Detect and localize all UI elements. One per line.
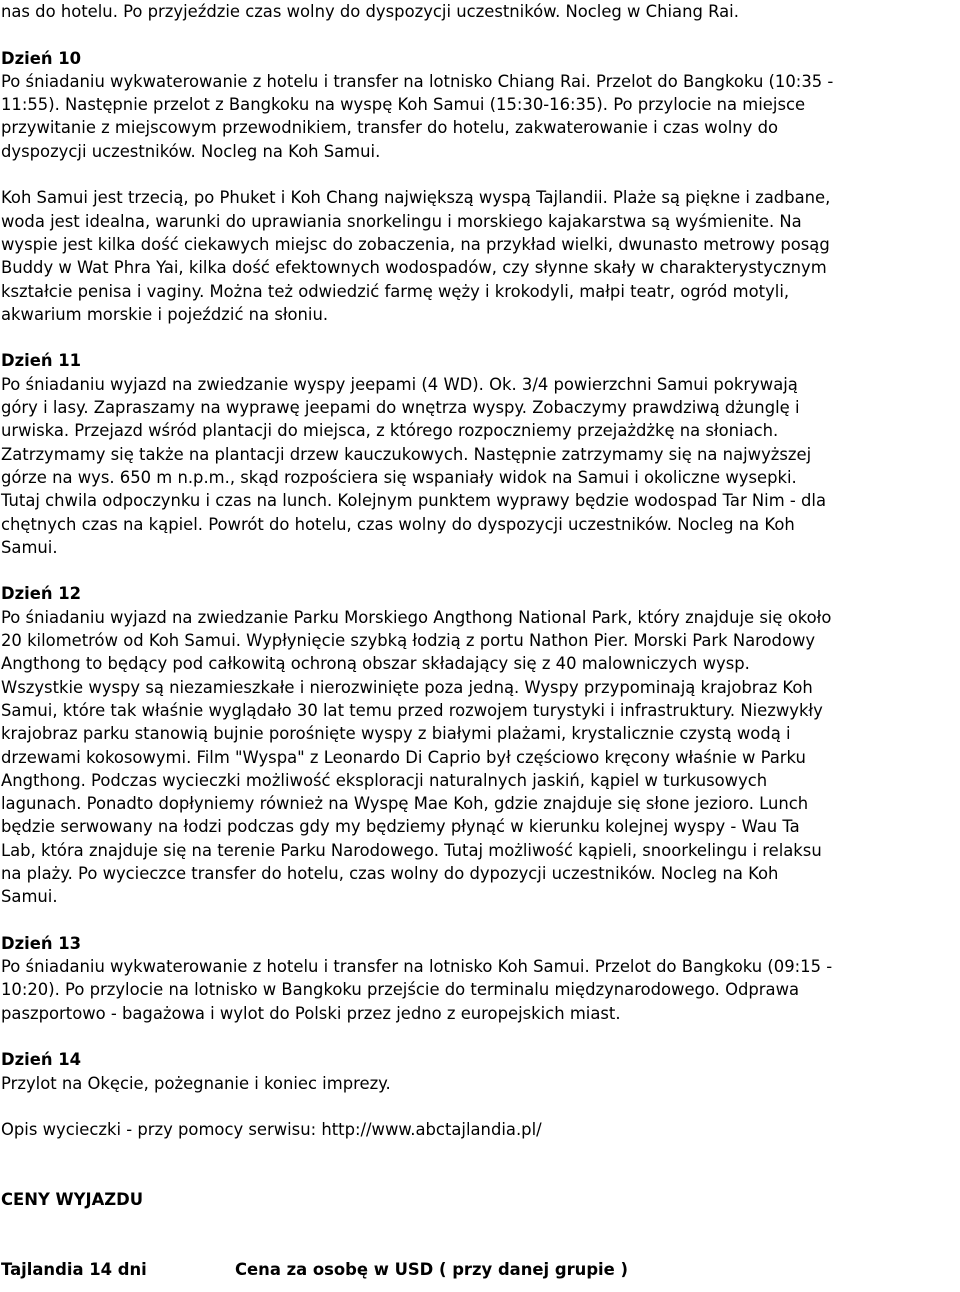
spacer (1, 559, 957, 582)
price-col-price: Cena za osobę w USD ( przy danej grupie ) (235, 1260, 628, 1280)
spacer (1, 1165, 957, 1188)
spacer (1, 909, 957, 932)
day-paragraph: Po śniadaniu wyjazd na zwiedzanie wyspy jeepami (4 WD). Ok. 3/4 powierzchni Samui pokrywają góry i lasy. Zapraszamy na wyprawę jeepami do wnętrza wyspy. Zobaczymy prawdziwą dżunglę i urwiska. Przejazd wśród plantacji do miejsca, z którego rozpoczniemy przejażdżkę na słoniach. Zatrzymamy się także na plantacji drzew kauczukowych. Następnie zatrzymamy się na najwyższej górze na wys. 650 m n.p.m., skąd rozpościera się wspaniały widok na Samui i okoliczne wysepki. Tutaj chwila odpoczynku i czas na lunch. Kolejnym punktem wyprawy będzie wodospad Tar Nim - dla chętnych czas na kąpiel. Powrót do hotelu, czas wolny do dyspozycji uczestników. Nocleg na Koh Samui. (1, 374, 827, 557)
day-paragraph: Po śniadaniu wyjazd na zwiedzanie Parku Morskiego Angthong National Park, który znajduje się około 20 kilometrów od Koh Samui. Wypłynięcie szybką łodzią z portu Nathon Pier. Morski Park Narodowy Angthong to będący pod całkowitą ochroną obszar składający się z 40 malowniczych wysp. Wszystkie wyspy są niezamieszkałe i nierozwinięte poza jedną. Wyspy przypominają krajobraz Koh Samui, które tak właśnie wyglądało 30 lat temu przed rozwojem turystyki i infrastruktury. Niezwykły krajobraz parku stanowią bujnie porośnięte wyspy z białymi plażami, krystalicznie czystą wodą i drzewami kokosowymi. Film "Wyspa" z Leonardo Di Caprio był częściowo kręcony właśnie w Parku Angthong. Podczas wycieczki możliwość eksploracji naturalnych jaskiń, kąpiel w turkusowych lagunach. Ponadto dopłyniemy również na Wyspę Mae Koh, gdzie znajduje się słone jezioro. Lunch będzie serwowany na łodzi podczas gdy my będziemy płynąć w kierunku kolejnej wyspy - Wau Ta Lab, która znajduje się na terenie Parku Narodowego. Tutaj możliwość kąpieli, snoorkelingu i relaksu na plaży. Po wycieczce transfer do hotelu, czas wolny do dypozycji uczestników. Nocleg na Koh Samui. (1, 607, 832, 907)
day-heading: Dzień 10 (1, 48, 82, 68)
spacer (1, 1025, 957, 1048)
day-heading: Dzień 14 (1, 1050, 82, 1070)
price-table-header (1, 1258, 957, 1281)
spacer (1, 326, 957, 349)
prices-title: CENY WYJAZDU (1, 1190, 144, 1210)
day-paragraph: Przylot na Okęcie, pożegnanie i koniec imprezy. (1, 1073, 391, 1093)
day-paragraph: Po śniadaniu wykwaterowanie z hotelu i transfer na lotnisko Chiang Rai. Przelot do Bangkoku (10:35 - 11:55). Następnie przelot z Bangkoku na wyspę Koh Samui (15:30-16:35). Po przylocie na miejsce przywitanie z miejscowym przewodnikiem, transfer do hotelu, zakwaterowanie i czas wolny do dyspozycji uczestników. Nocleg na Koh Samui. (1, 71, 834, 161)
day-paragraph: Po śniadaniu wykwaterowanie z hotelu i transfer na lotnisko Koh Samui. Przelot do Bangkoku (09:15 - 10:20). Po przylocie na lotnisko w Bangkoku przejście do terminalu międzynarodowego. Odprawa paszportowo - bagażowa i wylot do Polski przez jedno z europejskich miast. (1, 957, 833, 1023)
spacer (1, 163, 957, 186)
day-heading: Dzień 11 (1, 351, 82, 371)
spacer (1, 1142, 957, 1165)
intro-text: nas do hotelu. Po przyjeździe czas wolny do dyspozycji uczestników. Nocleg w Chiang Rai. (1, 2, 739, 21)
day-heading: Dzień 13 (1, 933, 82, 953)
source-note: Opis wycieczki - przy pomocy serwisu: http://www.abctajlandia.pl/ (1, 1120, 542, 1140)
spacer (1, 23, 957, 46)
day-paragraph: Koh Samui jest trzecią, po Phuket i Koh Chang największą wyspą Tajlandii. Plaże są piękne i zadbane, woda jest idealna, warunki do uprawiania snorkelingu i morskiego kajakarstwa są wyśmienite. Na wyspie jest kilka dość ciekawych miejsc do zobaczenia, na przykład wielki, dwunasto metrowy posąg Buddy w Wat Phra Yai, kilka dość efektownych wodospadów, czy słynne skały w charakterystycznym kształcie penisa i vaginy. Można też odwiedzić farmę węży i krokodyli, małpi teatr, ogród motyli, akwarium morskie i pojeździć na słoniu. (1, 188, 831, 324)
spacer (1, 1235, 957, 1258)
document-page (1, 0, 957, 1281)
spacer (1, 1211, 957, 1234)
day-heading: Dzień 12 (1, 584, 82, 604)
price-col-trip: Tajlandia 14 dni (1, 1260, 147, 1280)
spacer (1, 1095, 957, 1118)
